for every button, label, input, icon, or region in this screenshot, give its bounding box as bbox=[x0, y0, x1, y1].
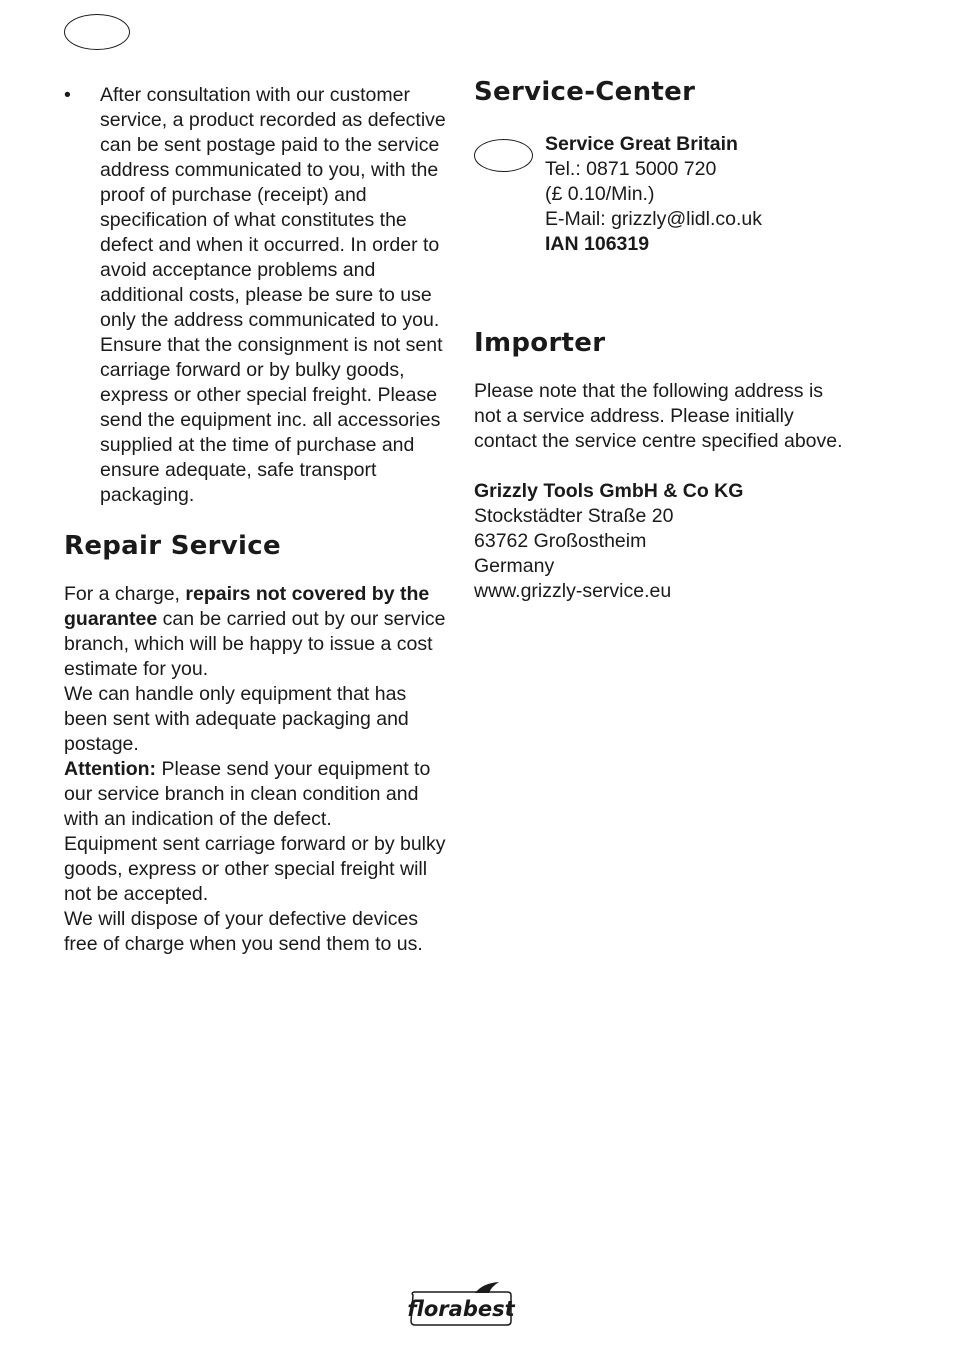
company-website: www.grizzly-service.eu bbox=[474, 580, 672, 602]
repair-paragraph-4: Equipment sent carriage forward or by bulky goods, express or other special freight will not be accepted. bbox=[64, 833, 446, 905]
company-city: 63762 Großostheim bbox=[474, 530, 647, 552]
repair-service-heading: Repair Service bbox=[64, 531, 281, 561]
service-block bbox=[474, 132, 874, 257]
company-name: Grizzly Tools GmbH & Co KG bbox=[474, 480, 744, 502]
importer-address bbox=[474, 479, 849, 604]
company-street: Stockstädter Straße 20 bbox=[474, 505, 674, 527]
bullet-dot: • bbox=[64, 84, 71, 106]
florabest-logo bbox=[407, 1281, 517, 1327]
service-name: Service Great Britain bbox=[545, 133, 738, 155]
importer-note: Please note that the following address is not a service address. Please initially contact the service centre specified above. bbox=[474, 380, 843, 452]
service-rate: (£ 0.10/Min.) bbox=[545, 183, 655, 205]
attention-label: Attention: bbox=[64, 758, 157, 780]
right-column bbox=[474, 76, 874, 604]
bullet-item bbox=[64, 83, 449, 508]
service-phone: Tel.: 0871 5000 720 bbox=[545, 158, 717, 180]
repair-paragraph-1: For a charge, repairs not covered by the guarantee can be carried out by our service branch, which will be happy to issue a cost estimate for you. bbox=[64, 583, 446, 680]
repair-paragraph-3: Attention: Please send your equipment to our service branch in clean condition and with an indication of the defect. bbox=[64, 758, 431, 830]
repair-paragraph-2: We can handle only equipment that has been sent with adequate packaging and postage. bbox=[64, 683, 409, 755]
repair-emphasis: repairs not covered by the guarantee bbox=[64, 583, 430, 630]
service-country-oval bbox=[474, 139, 533, 172]
service-center-heading: Service-Center bbox=[474, 77, 696, 107]
repair-service-body bbox=[64, 582, 449, 957]
country-code-oval bbox=[64, 14, 130, 50]
logo-wordmark: florabest bbox=[407, 1297, 515, 1321]
importer-heading: Importer bbox=[474, 328, 606, 358]
importer-body bbox=[474, 379, 849, 604]
service-ian: IAN 106319 bbox=[545, 233, 650, 255]
repair-paragraph-5: We will dispose of your defective devices free of charge when you send them to us. bbox=[64, 908, 423, 955]
service-email: E-Mail: grizzly@lidl.co.uk bbox=[545, 208, 763, 230]
bullet-text: After consultation with our customer service, a product recorded as defective can be sent postage paid to the service address communicated to you, with the proof of purchase (receipt) and specification of what constitutes the defect and when it occurred. In order to avoid acceptance problems and additional costs, please be sure to use only the address communicated to you. Ensure that the consignment is not sent carriage forward or by bulky goods, express or other special freight. Please send the equipment inc. all accessories supplied at the time of purchase and ensure adequate, safe transport packaging. bbox=[100, 84, 446, 506]
left-column bbox=[64, 83, 449, 957]
company-country: Germany bbox=[474, 555, 555, 577]
